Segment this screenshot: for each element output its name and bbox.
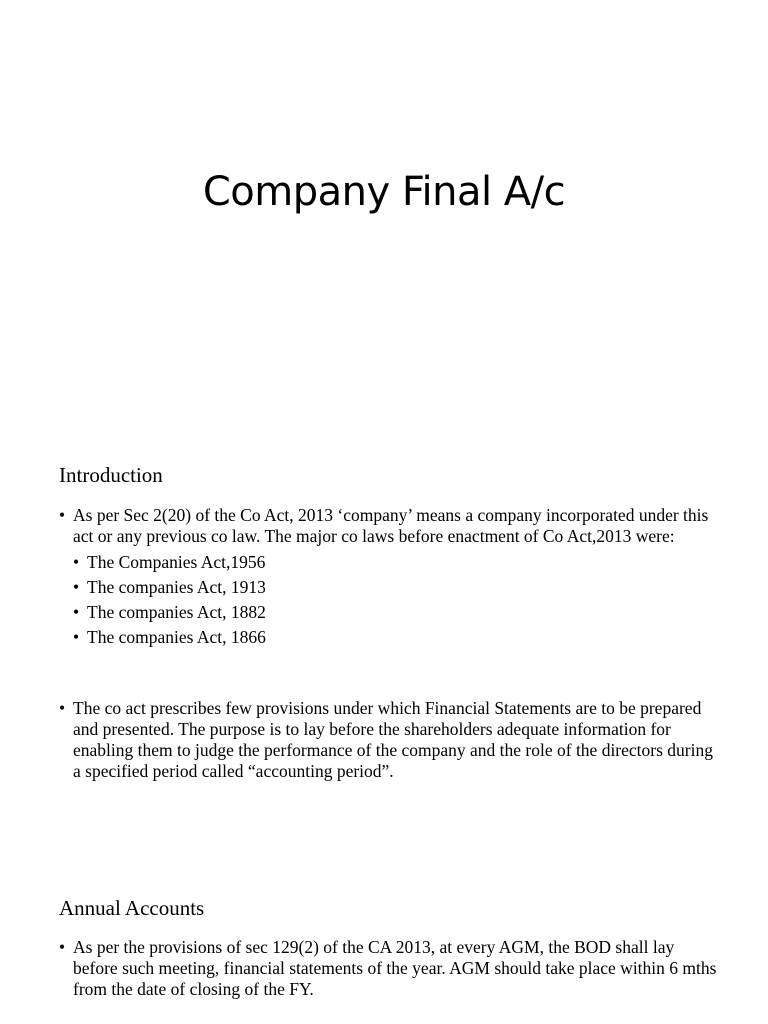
section-heading-annual-accounts: Annual Accounts (59, 896, 205, 920)
sub-list-item: • The companies Act, 1882 (73, 600, 719, 625)
introduction-bullet-company-definition (59, 505, 719, 547)
introduction-bullet-list (59, 505, 719, 650)
bullet-text: As per the provisions of sec 129(2) of the CA 2013, at every AGM, the BOD shall lay before such meeting, financial statements of the year. AGM should take place within 6 mths from the date of closing of the FY. (73, 937, 717, 999)
section-heading-introduction: Introduction (59, 463, 163, 487)
annual-accounts-bullet-agm (59, 937, 719, 1000)
annual-accounts-bullet-list (59, 937, 719, 1000)
introduction-bullet-list-2 (59, 698, 719, 782)
bullet-text: The co act prescribes few provisions under which Financial Statements are to be prepared and presented. The purpose is to lay before the shareholders adequate information for enabling them to judge the performance of the company and the role of the directors during a specified period called “accounting period”. (73, 698, 713, 781)
sub-list-item: • The companies Act, 1913 (73, 575, 719, 600)
slide-title: Company Final A/c (202, 169, 566, 215)
co-laws-sub-list (59, 550, 719, 650)
introduction-bullet-financial-statements (59, 698, 719, 782)
sub-list-item: • The companies Act, 1866 (73, 625, 719, 650)
bullet-text: As per Sec 2(20) of the Co Act, 2013 ‘company’ means a company incorporated under this act or any previous co law. The major co laws before enactment of Co Act,2013 were: (73, 505, 709, 546)
sub-list-item: • The Companies Act,1956 (73, 550, 719, 575)
